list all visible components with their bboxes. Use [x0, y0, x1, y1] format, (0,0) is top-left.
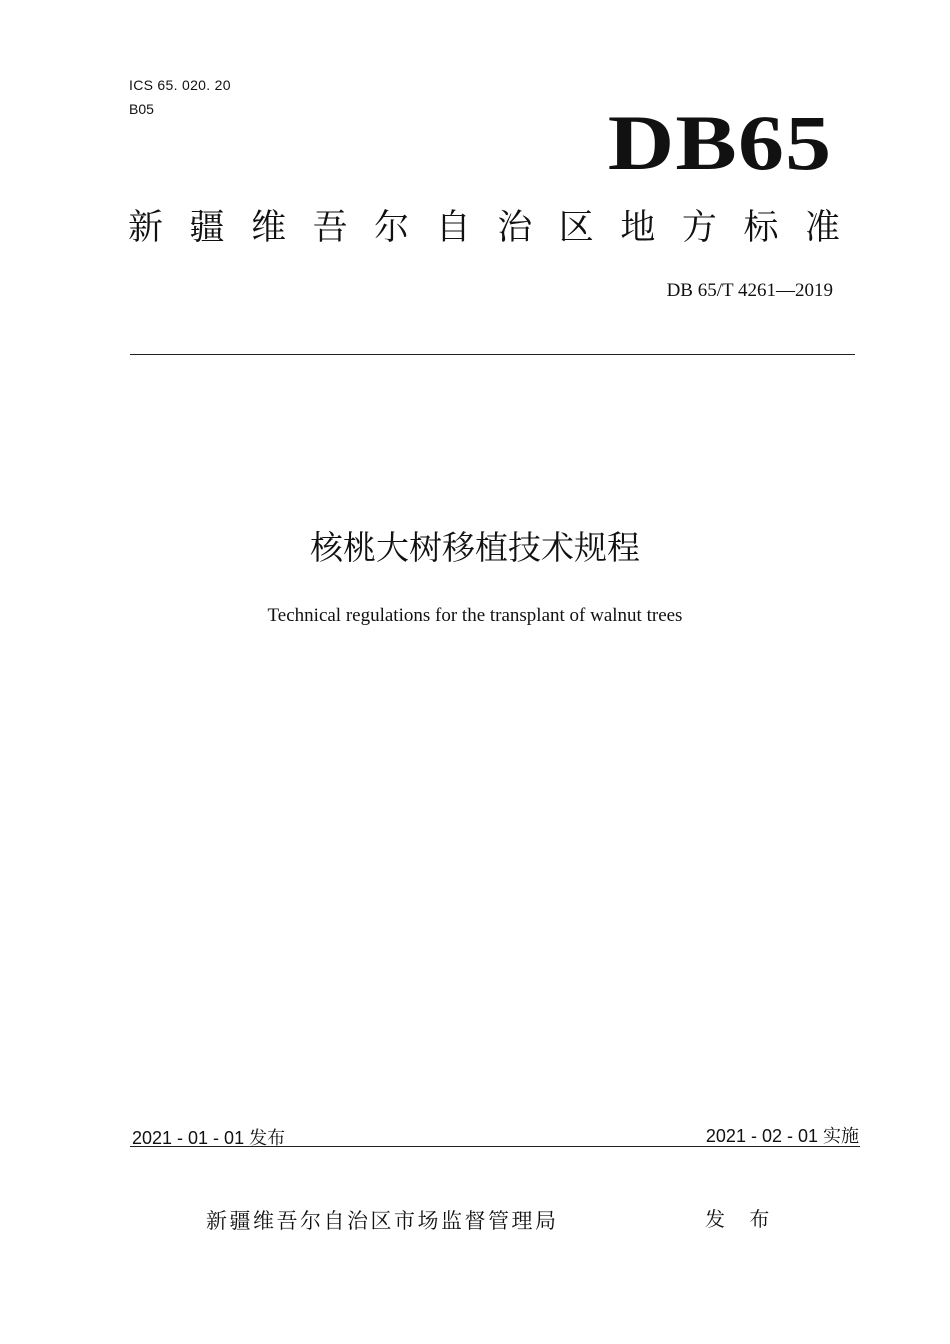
title-english: Technical regulations for the transplant of walnut trees	[267, 605, 683, 626]
ccs-code: B05	[129, 101, 154, 117]
ics-code: ICS 65. 020. 20	[129, 77, 231, 93]
publisher-name: 新疆维吾尔自治区市场监督管理局	[206, 1209, 559, 1233]
standard-logo: DB65	[607, 99, 832, 186]
standard-type: 新疆维吾尔自治区地方标准	[128, 208, 840, 248]
footer-divider	[130, 1146, 860, 1147]
header-divider	[130, 354, 855, 355]
implement-date: 2021 - 02 - 01 实施	[705, 1126, 859, 1146]
standard-number: DB 65/T 4261—2019	[666, 280, 833, 301]
title-chinese: 核桃大树移植技术规程	[310, 528, 640, 567]
publish-label: 发 布	[705, 1207, 779, 1231]
issue-date: 2021 - 01 - 01 发布	[132, 1128, 286, 1148]
